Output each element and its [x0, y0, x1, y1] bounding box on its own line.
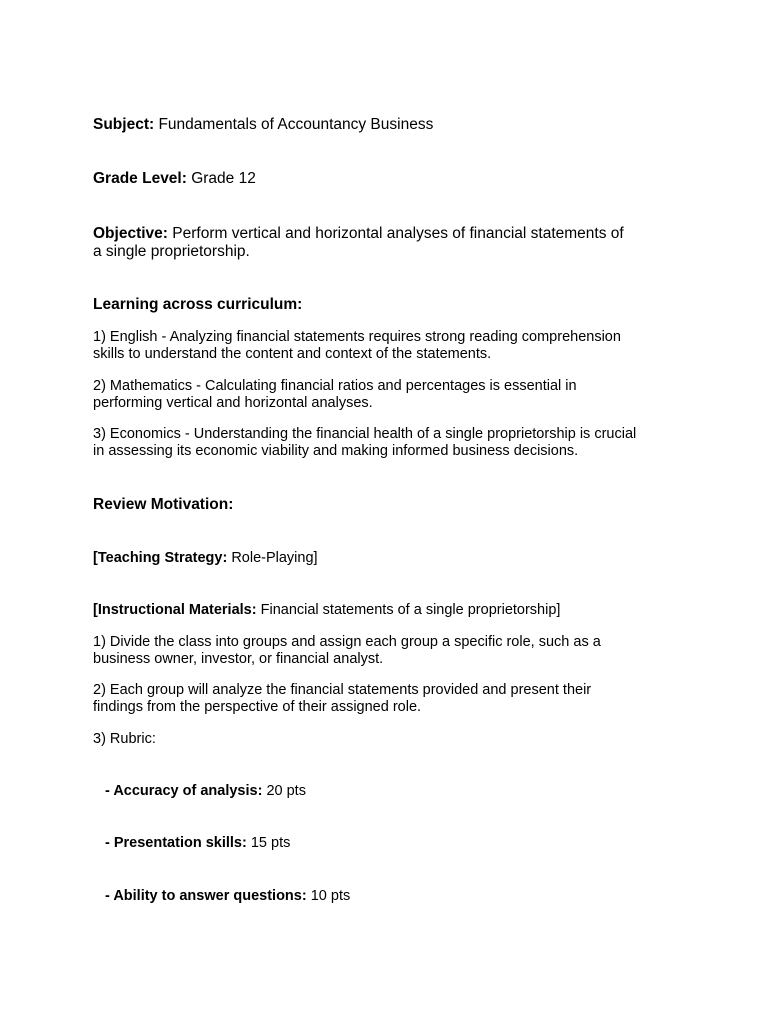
materials-value: Financial statements of a single proprietorship] — [260, 602, 561, 618]
objective-text-1: Perform vertical and horizontal analyses of financial statements of — [172, 225, 624, 242]
learning-item-1-line-2: skills to understand the content and context of the statements. — [93, 346, 492, 362]
grade-value: Grade 12 — [191, 170, 256, 187]
subject-value: Fundamentals of Accountancy Business — [158, 116, 434, 133]
rubric-heading: 3) Rubric: — [93, 731, 156, 747]
rubric-item-presentation — [93, 835, 695, 851]
review-heading-text: Review Motivation: — [93, 496, 234, 513]
rubric-item-questions — [93, 888, 695, 904]
rubric-item-label: - Accuracy of analysis: — [105, 783, 263, 799]
step-2-line-1: 2) Each group will analyze the financial statements provided and present their — [93, 682, 592, 698]
strategy-label: Teaching Strategy: — [97, 550, 228, 566]
teaching-strategy-line — [93, 550, 683, 566]
step-1-line-1: 1) Divide the class into groups and assign each group a specific role, such as a — [93, 634, 601, 650]
objective-label: Objective: — [93, 225, 168, 242]
rubric-item-value: 10 pts — [310, 888, 351, 904]
rubric-item-value: 20 pts — [266, 783, 306, 799]
materials-label: Instructional Materials: — [97, 602, 257, 618]
step-1-line-2: business owner, investor, or financial analyst. — [93, 651, 384, 667]
objective-text-2: a single proprietorship. — [93, 243, 250, 260]
objective-line-2 — [93, 243, 683, 261]
learning-heading-text: Learning across curriculum: — [93, 296, 303, 313]
instructional-materials-line — [93, 602, 683, 618]
learning-item-3-line-2: in assessing its economic viability and making informed business decisions. — [93, 443, 579, 459]
rubric-item-label: - Ability to answer questions: — [105, 888, 307, 904]
subject-line — [93, 116, 683, 134]
learning-heading — [93, 296, 683, 314]
grade-line — [93, 170, 683, 188]
rubric-item-label: - Presentation skills: — [105, 835, 247, 851]
subject-label: Subject: — [93, 116, 155, 133]
strategy-open-bracket: [ — [93, 550, 98, 566]
objective-line-1 — [93, 225, 683, 243]
learning-item-1-line-1: 1) English - Analyzing financial statements requires strong reading comprehension — [93, 329, 621, 345]
strategy-value: Role-Playing] — [231, 550, 318, 566]
learning-item-2-line-2: performing vertical and horizontal analyses. — [93, 395, 373, 411]
grade-label: Grade Level: — [93, 170, 187, 187]
rubric-item-accuracy — [93, 783, 695, 799]
learning-item-2-line-1: 2) Mathematics - Calculating financial ratios and percentages is essential in — [93, 378, 577, 394]
review-heading — [93, 496, 683, 514]
rubric-item-value: 15 pts — [250, 835, 291, 851]
step-2-line-2: findings from the perspective of their assigned role. — [93, 699, 422, 715]
materials-open-bracket: [ — [93, 602, 98, 618]
learning-item-3-line-1: 3) Economics - Understanding the financial health of a single proprietorship is crucial — [93, 426, 637, 442]
